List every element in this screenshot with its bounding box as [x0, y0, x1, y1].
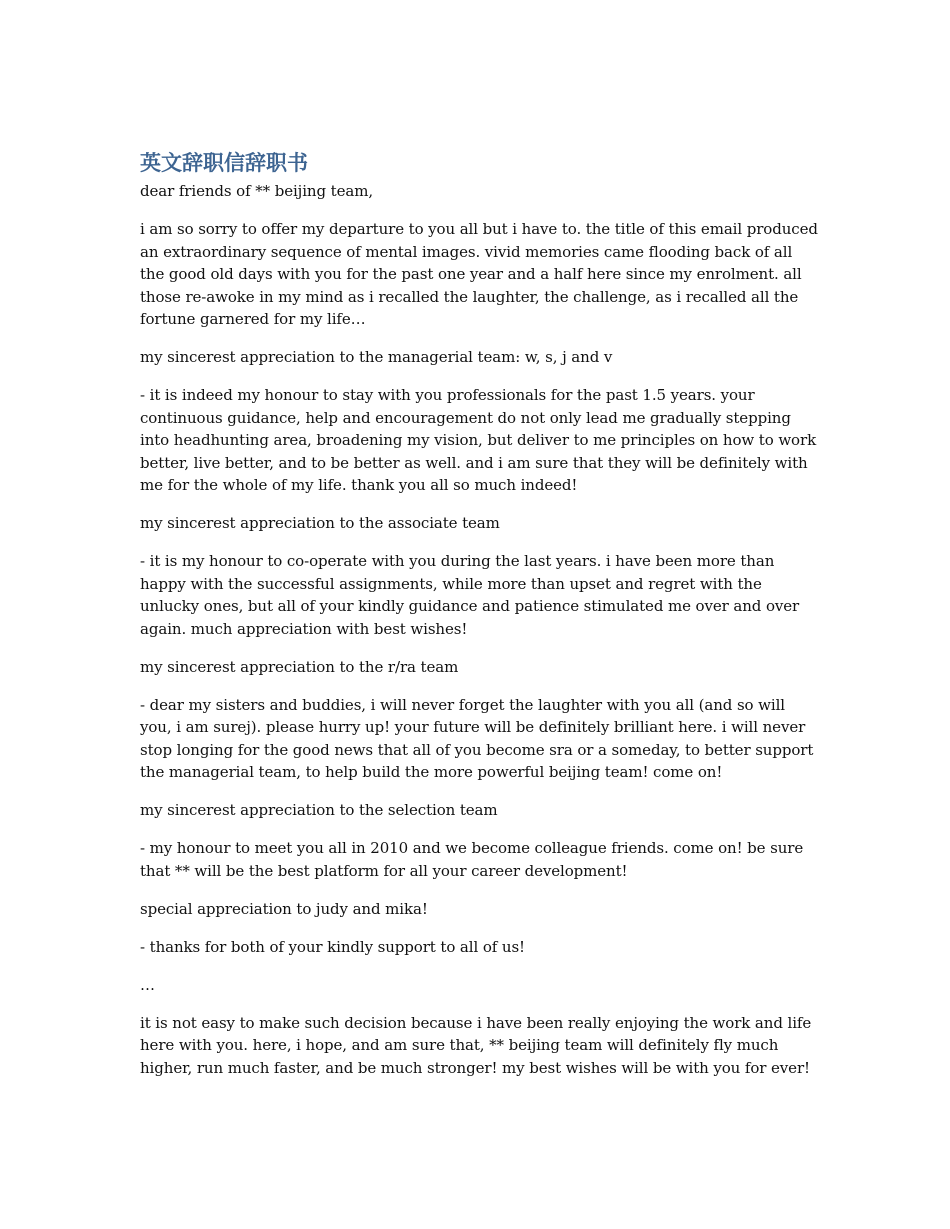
body-paragraph: - my honour to meet you all in 2010 and we become colleague friends. come on! be sure that ** will be the best platform for all your career development! — [140, 839, 804, 880]
body-paragraph: i am so sorry to offer my departure to you all but i have to. the title of this email produced an extraordinary sequence of mental images. vivid memories came flooding back of all the good old days with you for the past one year and a half here since my enrolment. all those re-awoke in my mind as i recalled the laughter, the challenge, as i recalled all the fortune garnered for my life… — [140, 220, 818, 328]
closing-paragraph: it is not easy to make such decision because i have been really enjoying the work and life here with you. here, i hope, and am sure that, ** beijing team will definitely fly much higher, run much faster, and be much stronger! my best wishes will be with you for ever! — [140, 1013, 812, 1077]
section-heading-special: special appreciation to judy and mika! — [140, 899, 428, 918]
section-heading-selection: my sincerest appreciation to the selection team — [140, 801, 498, 819]
greeting-paragraph: dear friends of ** beijing team, — [140, 182, 373, 200]
body-paragraph: - it is my honour to co-operate with you during the last years. i have been more than happy with the successful assignments, while more than upset and regret with the unlucky ones, but all of your kindly guidance and patience stimulated me over and over again. much appreciation with best wishes! — [140, 552, 800, 638]
document-page — [140, 148, 820, 1095]
ellipsis-paragraph: … — [140, 975, 155, 994]
body-paragraph: - thanks for both of your kindly support to all of us! — [140, 937, 525, 956]
section-heading-managerial: my sincerest appreciation to the managerial team: w, s, j and v — [140, 348, 613, 366]
document-title: 英文辞职信辞职书 — [140, 151, 308, 175]
section-heading-r-ra: my sincerest appreciation to the r/ra team — [140, 657, 459, 676]
body-paragraph: - dear my sisters and buddies, i will never forget the laughter with you all (and so will you, i am surej). please hurry up! your future will be definitely brilliant here. i will never stop longing for the good news that all of you become sra or a someday, to better support the managerial team, to help build the more powerful beijing team! come on! — [140, 695, 814, 781]
section-heading-associate: my sincerest appreciation to the associate team — [140, 514, 500, 532]
body-paragraph: - it is indeed my honour to stay with you professionals for the past 1.5 years. your continuous guidance, help and encouragement do not only lead me gradually stepping into headhunting area, broadening my vision, but deliver to me principles on how to work better, live better, and to be better as well. and i am sure that they will be definitely with me for the whole of my life. thank you all so much indeed! — [140, 386, 817, 494]
